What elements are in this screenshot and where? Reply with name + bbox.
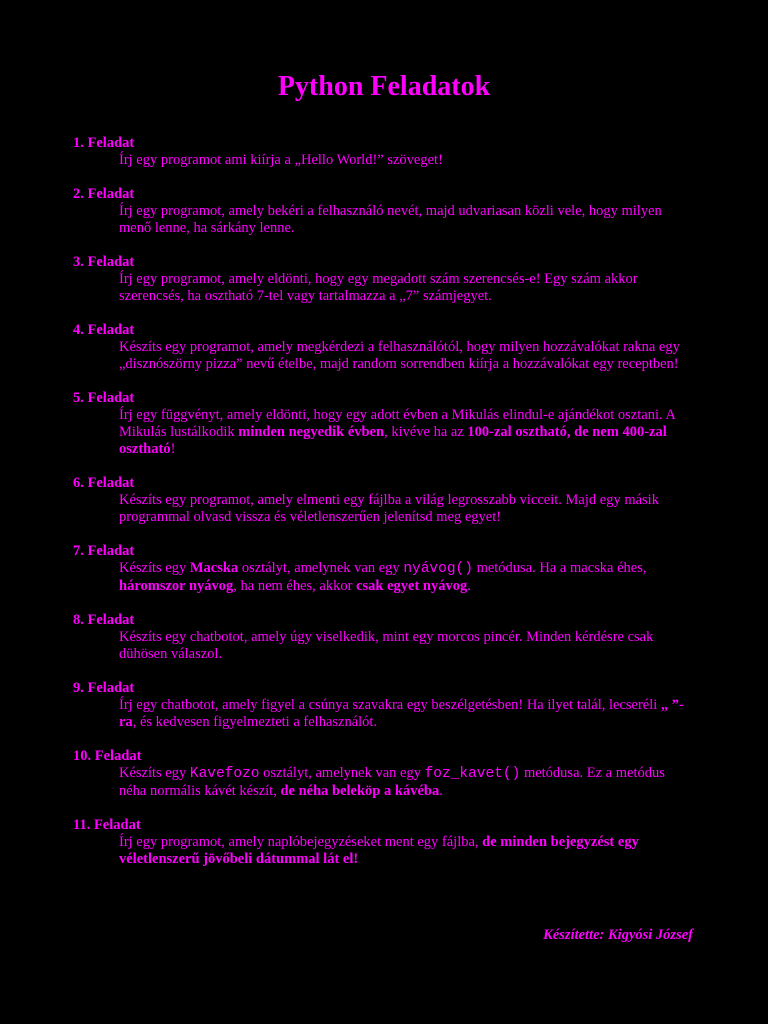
emphasis-text: csak egyet nyávog xyxy=(356,578,468,594)
task-description xyxy=(119,697,695,731)
task-item xyxy=(73,322,695,373)
task-item xyxy=(73,390,695,458)
task-heading: 7. Feladat xyxy=(73,543,135,559)
task-item xyxy=(73,680,695,731)
task-heading: 1. Feladat xyxy=(73,135,135,151)
emphasis-text: 100-zal osztható, de nem 400-zal osztható xyxy=(119,424,667,457)
task-heading: 4. Feladat xyxy=(73,322,135,338)
description-text: Írj egy programot, amely eldönti, hogy egy megadott szám szerencsés-e! Egy szám akkor szerencsés, ha osztható 7-tel vagy tartalmazza a „7” számjegyet. xyxy=(119,271,638,304)
emphasis-text: „ ”-ra xyxy=(119,697,684,730)
task-item xyxy=(73,748,695,800)
task-description xyxy=(119,629,695,663)
task-heading: 11. Feladat xyxy=(73,817,141,833)
description-text: . xyxy=(467,578,471,594)
task-heading: 2. Feladat xyxy=(73,186,135,202)
task-item xyxy=(73,254,695,305)
task-description xyxy=(119,271,695,305)
code-snippet: foz_kavet() xyxy=(424,766,521,782)
description-text: Készíts egy programot, amely elmenti egy fájlba a világ legrosszabb vicceit. Majd egy másik programmal olvasd vissza és véletlenszerűen jelenítsd meg egyet! xyxy=(119,492,659,525)
task-description xyxy=(119,339,695,373)
description-text: Írj egy programot, amely naplóbejegyzéseket ment egy fájlba, xyxy=(119,834,483,850)
emphasis-text: de néha beleköp a kávéba xyxy=(280,783,440,799)
description-text: osztályt, amelynek van egy xyxy=(259,765,425,781)
emphasis-text: de minden bejegyzést egy véletlenszerű jövőbeli dátummal lát el! xyxy=(119,834,639,867)
description-text: Készíts egy xyxy=(119,765,190,781)
description-text: metódusa. Ha a macska éhes, xyxy=(472,560,647,576)
task-item xyxy=(73,475,695,526)
author-signature: Készítette: Kigyósi József xyxy=(543,927,693,943)
emphasis-text: minden negyedik évben xyxy=(238,424,385,440)
task-heading: 9. Feladat xyxy=(73,680,135,696)
task-item xyxy=(73,543,695,595)
task-heading: 5. Feladat xyxy=(73,390,135,406)
description-text: , ha nem éhes, akkor xyxy=(233,578,357,594)
description-text: Írj egy programot ami kiírja a „Hello World!” szöveget! xyxy=(119,152,443,168)
document-title: Python Feladatok xyxy=(277,71,491,102)
task-description xyxy=(119,407,695,458)
code-snippet: Kavefozo xyxy=(189,766,260,782)
description-text: Írj egy függvényt, amely eldönti, hogy egy adott évben a Mikulás elindul-e ajándékot osztani. A Mikulás lustálkodik xyxy=(119,407,676,440)
code-snippet: nyávog() xyxy=(403,561,473,577)
task-item xyxy=(73,612,695,663)
emphasis-text: háromszor nyávog xyxy=(119,578,234,594)
task-description xyxy=(119,834,695,868)
task-heading: 8. Feladat xyxy=(73,612,135,628)
description-text: Írj egy chatbotot, amely figyel a csúnya szavakra egy beszélgetésben! Ha ilyet talál, lecseréli xyxy=(119,697,661,713)
description-text: Készíts egy xyxy=(119,560,190,576)
description-text: , kivéve ha az xyxy=(384,424,468,440)
task-item xyxy=(73,186,695,237)
description-text: ! xyxy=(170,441,176,457)
task-item xyxy=(73,135,695,169)
task-description xyxy=(119,152,695,169)
task-description xyxy=(119,560,695,595)
description-text: Írj egy programot, amely bekéri a felhasználó nevét, majd udvariasan közli vele, hogy milyen menő lenne, ha sárkány lenne. xyxy=(119,203,662,236)
task-item xyxy=(73,817,695,868)
description-text: metódusa. Ez a metódus néha normális kávét készít, xyxy=(119,765,665,799)
task-description xyxy=(119,492,695,526)
description-text: osztályt, amelynek van egy xyxy=(238,560,404,576)
task-heading: 6. Feladat xyxy=(73,475,135,491)
description-text: Készíts egy chatbotot, amely úgy viselkedik, mint egy morcos pincér. Minden kérdésre csak dühösen válaszol. xyxy=(119,629,654,662)
task-heading: 10. Feladat xyxy=(73,748,142,764)
emphasis-text: Macska xyxy=(189,560,239,576)
task-list xyxy=(73,135,695,885)
task-description xyxy=(119,203,695,237)
description-text: Készíts egy programot, amely megkérdezi a felhasználótól, hogy milyen hozzávalókat rakna egy „disznószörny pizza” nevű ételbe, majd random sorrendben kiírja a hozzávalókat egy receptben! xyxy=(119,339,680,372)
description-text: , és kedvesen figyelmezteti a felhasználót. xyxy=(132,714,378,730)
description-text: . xyxy=(439,783,443,799)
task-description xyxy=(119,765,695,800)
task-heading: 3. Feladat xyxy=(73,254,135,270)
